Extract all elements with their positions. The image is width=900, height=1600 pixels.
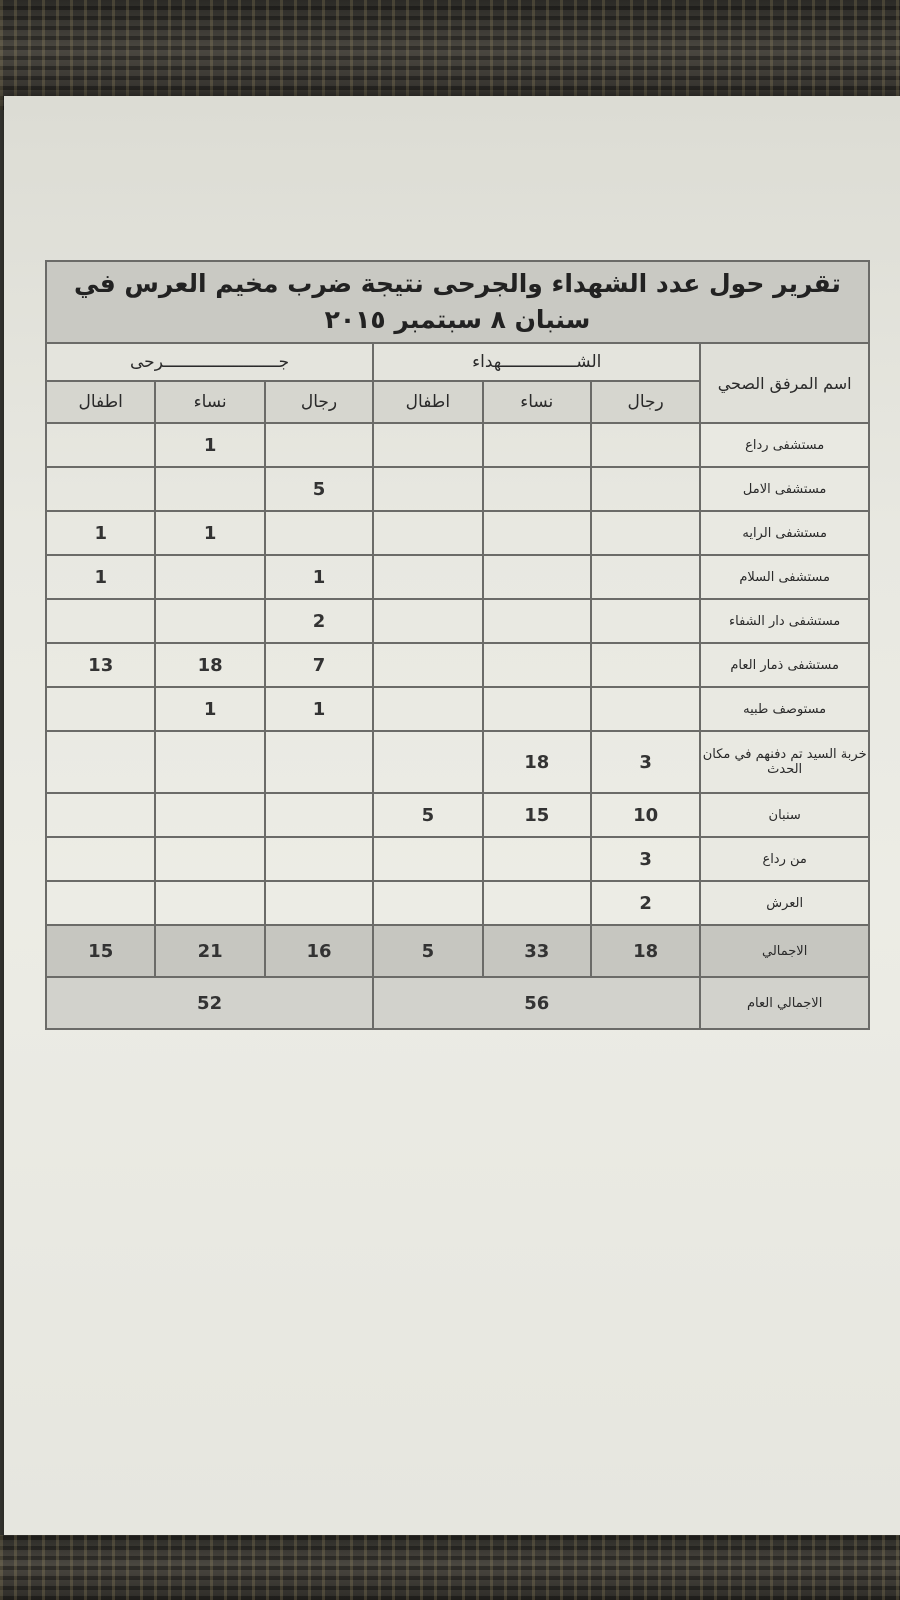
title-row <box>46 261 869 343</box>
table-row <box>46 423 869 467</box>
table-row <box>46 643 869 687</box>
martyrs-women-cell: 18 <box>483 731 591 793</box>
table-row <box>46 881 869 925</box>
wounded-women-cell <box>155 837 264 881</box>
wounded-women-cell <box>155 599 264 643</box>
facility-name: خربة السيد تم دفنهم في مكان الحدث <box>700 731 869 793</box>
wounded-children-cell: 1 <box>46 555 155 599</box>
wounded-women-header: نساء <box>155 381 264 423</box>
wounded-women-cell <box>155 731 264 793</box>
facility-name: مستشفى السلام <box>700 555 869 599</box>
wounded-children-cell <box>46 423 155 467</box>
martyrs-women-cell <box>483 467 591 511</box>
total-wounded-women: 21 <box>155 925 264 977</box>
wounded-children-cell <box>46 467 155 511</box>
fabric-background-top <box>0 0 900 110</box>
wounded-children-cell <box>46 599 155 643</box>
group-header-row <box>46 343 869 381</box>
total-martyrs-women: 33 <box>483 925 591 977</box>
wounded-men-cell <box>265 793 373 837</box>
martyrs-men-cell: 3 <box>591 731 700 793</box>
wounded-children-cell <box>46 881 155 925</box>
wounded-children-cell: 1 <box>46 511 155 555</box>
martyrs-men-cell <box>591 423 700 467</box>
facility-name: مستشفى رداع <box>700 423 869 467</box>
total-wounded-men: 16 <box>265 925 373 977</box>
facility-header: اسم المرفق الصحي <box>700 343 869 423</box>
wounded-men-cell: 7 <box>265 643 373 687</box>
martyrs-women-cell <box>483 423 591 467</box>
martyrs-header: الشـــــــــــــــهداء <box>373 343 700 381</box>
martyrs-women-cell: 15 <box>483 793 591 837</box>
martyrs-women-cell <box>483 643 591 687</box>
facility-name: مستشفى الامل <box>700 467 869 511</box>
wounded-women-cell: 1 <box>155 423 264 467</box>
martyrs-women-cell <box>483 555 591 599</box>
martyrs-children-cell <box>373 643 482 687</box>
wounded-men-cell <box>265 511 373 555</box>
wounded-men-header: رجال <box>265 381 373 423</box>
wounded-children-cell <box>46 687 155 731</box>
martyrs-children-cell <box>373 555 482 599</box>
title-line-1: تقرير حول عدد الشهداء والجرحى نتيجة ضرب مخيم العرس في <box>74 269 841 298</box>
table-row <box>46 467 869 511</box>
fabric-background-bottom <box>0 1535 900 1600</box>
wounded-children-cell <box>46 793 155 837</box>
martyrs-men-cell <box>591 555 700 599</box>
grand-total-row <box>46 977 869 1029</box>
martyrs-children-cell <box>373 837 482 881</box>
wounded-women-cell <box>155 793 264 837</box>
martyrs-children-cell <box>373 511 482 555</box>
martyrs-children-cell <box>373 423 482 467</box>
facility-name: العرش <box>700 881 869 925</box>
grand-total-wounded: 52 <box>46 977 373 1029</box>
wounded-men-cell: 2 <box>265 599 373 643</box>
facility-name: مستشفى الرايه <box>700 511 869 555</box>
martyrs-children-cell <box>373 467 482 511</box>
total-label: الاجمالي <box>700 925 869 977</box>
wounded-children-cell <box>46 837 155 881</box>
facility-name: مستوصف طبيه <box>700 687 869 731</box>
table-row <box>46 599 869 643</box>
wounded-women-cell: 1 <box>155 511 264 555</box>
report-title <box>46 261 869 343</box>
wounded-women-cell <box>155 881 264 925</box>
martyrs-children-cell <box>373 881 482 925</box>
wounded-men-cell <box>265 881 373 925</box>
martyrs-men-cell <box>591 511 700 555</box>
martyrs-men-cell <box>591 687 700 731</box>
wounded-men-cell: 5 <box>265 467 373 511</box>
wounded-children-cell <box>46 731 155 793</box>
table-row <box>46 793 869 837</box>
total-martyrs-men: 18 <box>591 925 700 977</box>
martyrs-women-cell <box>483 687 591 731</box>
wounded-men-cell <box>265 837 373 881</box>
martyrs-men-cell: 3 <box>591 837 700 881</box>
report-table <box>45 260 870 1030</box>
total-martyrs-children: 5 <box>373 925 482 977</box>
martyrs-children-cell <box>373 599 482 643</box>
martyrs-men-cell <box>591 643 700 687</box>
facility-name: مستشفى دار الشفاء <box>700 599 869 643</box>
facility-name: مستشفى ذمار العام <box>700 643 869 687</box>
wounded-header: جـــــــــــــــــــــــرحى <box>46 343 373 381</box>
martyrs-children-cell: 5 <box>373 793 482 837</box>
total-row <box>46 925 869 977</box>
table-row <box>46 837 869 881</box>
wounded-men-cell <box>265 423 373 467</box>
martyrs-children-header: اطفال <box>373 381 482 423</box>
table-row <box>46 687 869 731</box>
wounded-children-header: اطفال <box>46 381 155 423</box>
wounded-men-cell: 1 <box>265 555 373 599</box>
wounded-women-cell: 18 <box>155 643 264 687</box>
grand-total-label: الاجمالي العام <box>700 977 869 1029</box>
wounded-men-cell: 1 <box>265 687 373 731</box>
wounded-women-cell <box>155 467 264 511</box>
martyrs-men-cell <box>591 467 700 511</box>
wounded-women-cell: 1 <box>155 687 264 731</box>
martyrs-children-cell <box>373 731 482 793</box>
total-wounded-children: 15 <box>46 925 155 977</box>
martyrs-men-cell: 2 <box>591 881 700 925</box>
martyrs-men-cell <box>591 599 700 643</box>
martyrs-women-cell <box>483 511 591 555</box>
martyrs-women-cell <box>483 599 591 643</box>
martyrs-women-header: نساء <box>483 381 591 423</box>
table-row <box>46 731 869 793</box>
facility-name: من رداع <box>700 837 869 881</box>
wounded-men-cell <box>265 731 373 793</box>
martyrs-women-cell <box>483 837 591 881</box>
table-row <box>46 555 869 599</box>
martyrs-men-cell: 10 <box>591 793 700 837</box>
martyrs-men-header: رجال <box>591 381 700 423</box>
facility-name: سنبان <box>700 793 869 837</box>
grand-total-martyrs: 56 <box>373 977 700 1029</box>
martyrs-women-cell <box>483 881 591 925</box>
wounded-women-cell <box>155 555 264 599</box>
table-row <box>46 511 869 555</box>
wounded-children-cell: 13 <box>46 643 155 687</box>
title-line-2: سنبان ٨ سبتمبر ٢٠١٥ <box>324 305 591 334</box>
martyrs-children-cell <box>373 687 482 731</box>
